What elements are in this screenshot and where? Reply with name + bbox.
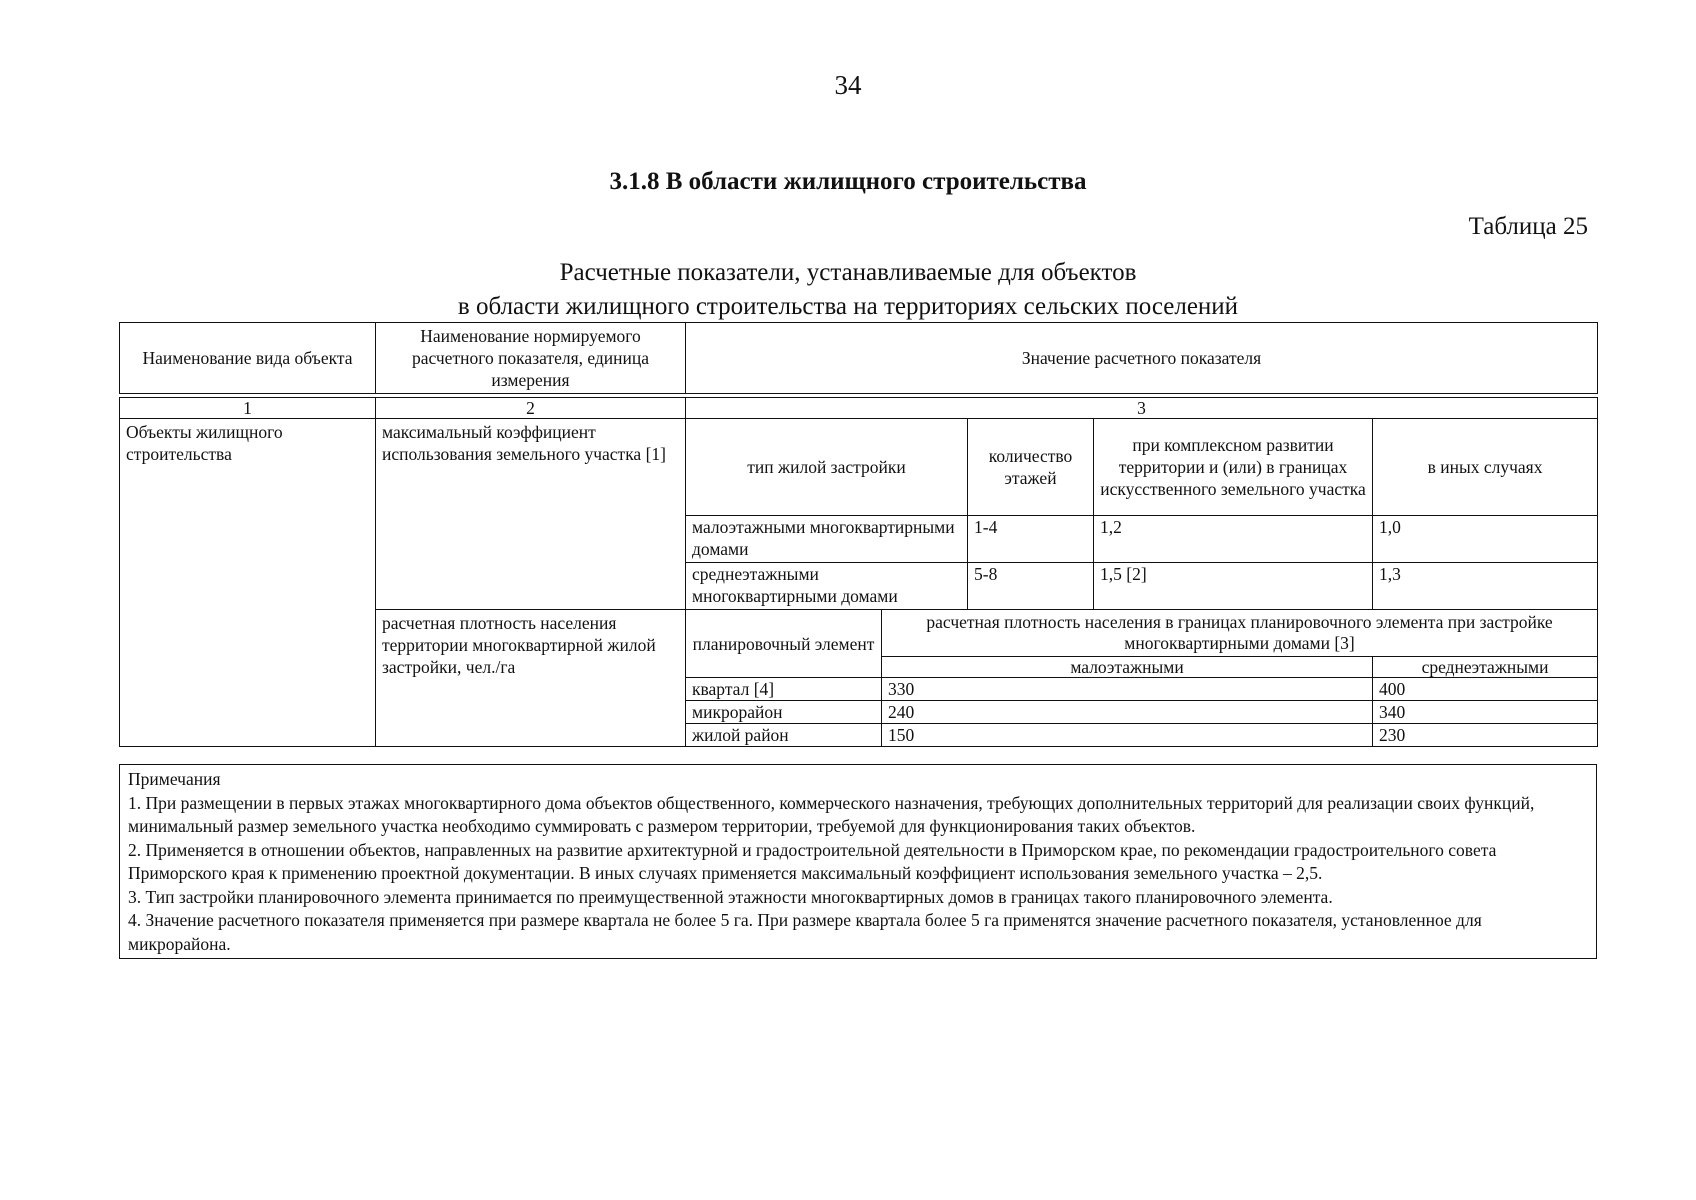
mid-rise-value-cell: 340 [1373, 701, 1598, 724]
note-item: 3. Тип застройки планировочного элемента принимается по преимущественной этажности многоквартирных домов в границах такого планировочного элемента. [128, 886, 1333, 907]
header-indicator: Наименование нормируемого расчетного показателя, единица измерения [376, 323, 686, 394]
complex-value-cell: 1,2 [1094, 516, 1373, 563]
object-name-cell: Объекты жилищного строительства [120, 419, 376, 747]
complex-value-cell: 1,5 [2] [1094, 563, 1373, 610]
note-item: 1. При размещении в первых этажах многоквартирного дома объектов общественного, коммерческого назначения, требующих дополнительных территорий для реализации своих функций, минимальный размер земельного участка необходимо суммировать с размером территории, требуемой для функционирования таких объектов. [128, 792, 1535, 836]
header-row [120, 323, 1598, 394]
coefficient-header-row [120, 419, 1598, 516]
header-object-type: Наименование вида объекта [120, 323, 376, 394]
subheader-low-rise: малоэтажными [882, 657, 1373, 678]
table-caption [0, 256, 1696, 324]
note-item: 4. Значение расчетного показателя применяется при размере квартала не более 5 га. При размере квартала более 5 га применятся значение расчетного показателя, установленное для микрорайона. [128, 910, 1482, 954]
page-number: 34 [834, 70, 862, 100]
planning-element-cell: микрорайон [686, 701, 882, 724]
section-title: 3.1.8 В области жилищного строительства [609, 168, 1087, 195]
low-rise-value-cell: 150 [882, 724, 1373, 747]
subheader-building-type: тип жилой застройки [686, 419, 968, 516]
table-caption-line-2: в области жилищного строительства на территориях сельских поселений [457, 293, 1239, 320]
floors-cell: 5-8 [968, 563, 1094, 610]
subheader-complex-development: при комплексном развитии территории и (или) в границах искусственного земельного участка [1094, 419, 1373, 516]
indicators-table [119, 322, 1598, 747]
notes-title: Примечания [128, 769, 221, 789]
column-number-3: 3 [686, 398, 1598, 419]
note-item: 2. Применяется в отношении объектов, направленных на развитие архитектурной и градостроительной деятельности в Приморском крае, по рекомендации градостроительного совета Приморского края к применению проектной документации. В иных случаях применяется максимальный коэффициент использования земельного участка – 2,5. [128, 839, 1497, 883]
column-numbers-row [120, 398, 1598, 419]
low-rise-value-cell: 330 [882, 678, 1373, 701]
planning-element-cell: жилой район [686, 724, 882, 747]
column-number-1: 1 [120, 398, 376, 419]
mid-rise-value-cell: 400 [1373, 678, 1598, 701]
building-type-cell: среднеэтажными многоквартирными домами [686, 563, 968, 610]
table-caption-line-1: Расчетные показатели, устанавливаемые для объектов [559, 259, 1137, 286]
subheader-other-cases: в иных случаях [1373, 419, 1598, 516]
header-value: Значение расчетного показателя [686, 323, 1598, 394]
planning-element-cell: квартал [4] [686, 678, 882, 701]
other-value-cell: 1,3 [1373, 563, 1598, 610]
density-indicator-cell: расчетная плотность населения территории многоквартирной жилой застройки, чел./га [376, 610, 686, 747]
mid-rise-value-cell: 230 [1373, 724, 1598, 747]
table-label: Таблица 25 [1468, 213, 1588, 240]
other-value-cell: 1,0 [1373, 516, 1598, 563]
column-number-2: 2 [376, 398, 686, 419]
subheader-planning-element: планировочный элемент [686, 610, 882, 678]
subheader-mid-rise: среднеэтажными [1373, 657, 1598, 678]
subheader-floors: количество этажей [968, 419, 1094, 516]
low-rise-value-cell: 240 [882, 701, 1373, 724]
building-type-cell: малоэтажными многоквартирными домами [686, 516, 968, 563]
floors-cell: 1-4 [968, 516, 1094, 563]
subheader-density-title: расчетная плотность населения в границах планировочного элемента при застройке многоквартирными домами [3] [882, 610, 1598, 657]
coefficient-indicator-cell: максимальный коэффициент использования земельного участка [1] [376, 419, 686, 610]
notes-box [119, 764, 1597, 959]
